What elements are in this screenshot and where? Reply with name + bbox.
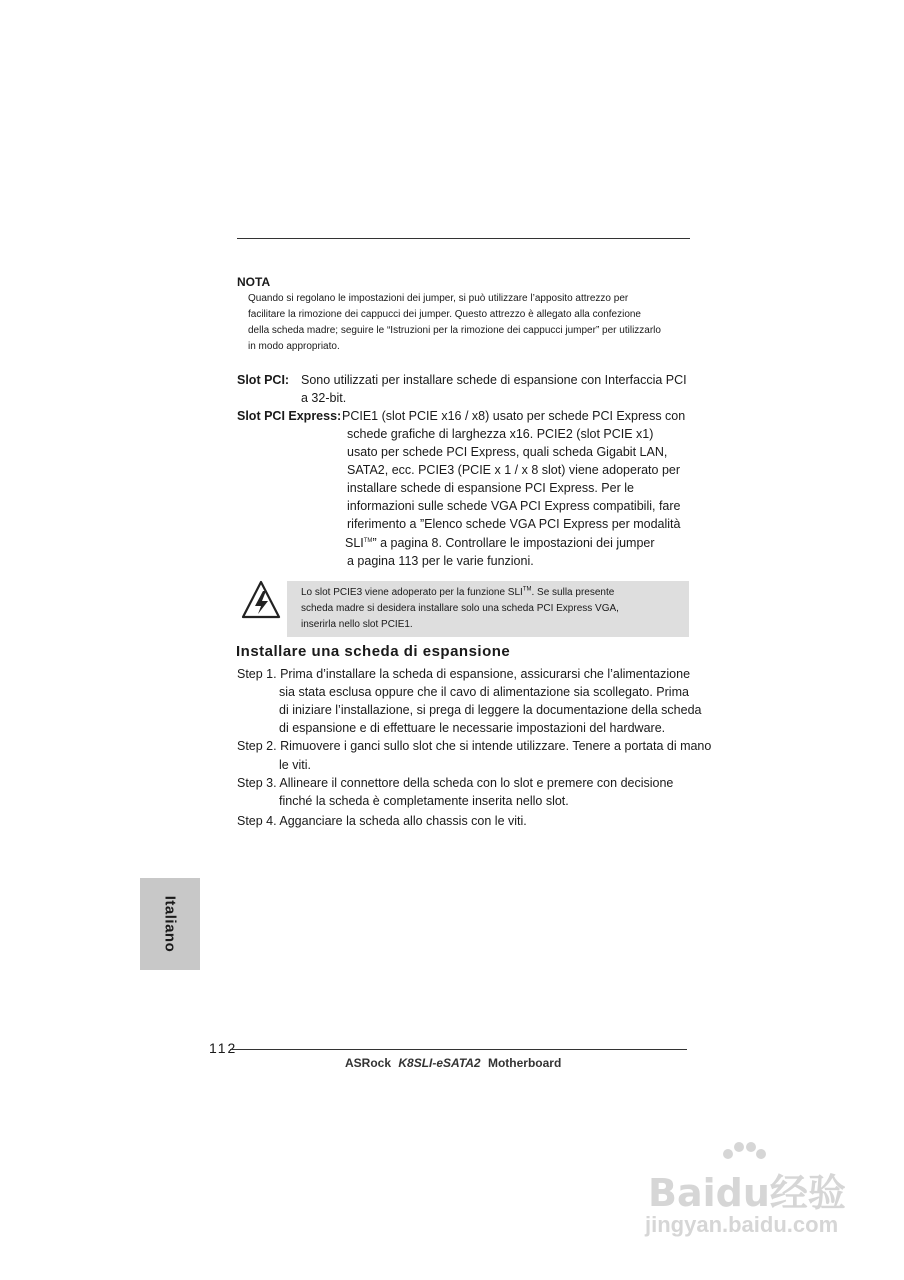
step-line: di iniziare l’installazione, si prega di leggere la documentazione della scheda <box>279 703 702 717</box>
slot-pcie-text: SATA2, ecc. PCIE3 (PCIE x 1 / x 8 slot) viene adoperato per <box>347 463 681 477</box>
section-title: Installare una scheda di espansione <box>236 643 511 660</box>
step-line: Step 3. Allineare il connettore della scheda con lo slot e premere con decisione <box>237 776 674 790</box>
nota-line: in modo appropriato. <box>248 341 340 352</box>
footer-product: Motherboard <box>487 1056 562 1070</box>
slot-pcie-text: PCIE1 (slot PCIE x16 / x8) usato per schede PCI Express con <box>342 409 686 423</box>
slot-pcie-label: Slot PCI Express: <box>237 409 342 423</box>
nota-line: Quando si regolano le impostazioni dei jumper, si può utilizzare l’apposito attrezzo per <box>248 293 629 304</box>
nota-line: della scheda madre; seguire le “Istruzioni per la rimozione dei cappucci jumper” per utilizzarlo <box>248 325 661 336</box>
step-line: finché la scheda è completamente inserita nello slot. <box>279 794 569 808</box>
slot-pcie-text: SLI™” a pagina 8. Controllare le impostazioni dei jumper <box>345 536 655 550</box>
nota-title: NOTA <box>237 275 271 289</box>
slot-pcie-text: installare schede di espansione PCI Express. Per le <box>347 481 634 495</box>
slot-pci-label: Slot PCI: <box>237 373 290 387</box>
step-line: Step 2. Rimuovere i ganci sullo slot che si intende utilizzare. Tenere a portata di mano <box>237 739 712 753</box>
slot-pcie-text: schede grafiche di larghezza x16. PCIE2 (slot PCIE x1) <box>347 427 654 441</box>
paw-icon <box>718 1140 768 1168</box>
step-line: di espansione e di effettuare le necessarie impostazioni del hardware. <box>279 721 666 735</box>
footer <box>345 1056 561 1070</box>
watermark-url: jingyan.baidu.com <box>645 1212 839 1237</box>
note-line: scheda madre si desidera installare solo una scheda PCI Express VGA, <box>301 603 619 614</box>
note-line: inserirla nello slot PCIE1. <box>301 619 413 630</box>
slot-pcie-text: a pagina 113 per le varie funzioni. <box>347 554 534 568</box>
step-line: sia stata esclusa oppure che il cavo di alimentazione sia scollegato. Prima <box>279 685 689 699</box>
step-line: Step 4. Agganciare la scheda allo chassis con le viti. <box>237 814 527 828</box>
slot-pcie-text: usato per schede PCI Express, quali scheda Gigabit LAN, <box>347 445 668 459</box>
top-divider <box>237 238 690 239</box>
trademark-sup: TM <box>363 537 373 544</box>
nota-line: facilitare la rimozione dei cappucci dei jumper. Questo attrezzo è allegato alla confezione <box>248 309 641 320</box>
watermark-logo: Baidu经验 <box>648 1171 846 1215</box>
language-tab-label: Italiano <box>161 895 179 953</box>
slot-pcie-text: riferimento a ”Elenco schede VGA PCI Express per modalità <box>347 517 681 531</box>
footer-model: K8SLI-eSATA2 <box>398 1056 481 1070</box>
footer-divider <box>230 1049 687 1050</box>
page-number: 112 <box>209 1040 238 1056</box>
slot-pcie-text: informazioni sulle schede VGA PCI Express compatibili, fare <box>347 499 681 513</box>
slot-pci-text: a 32-bit. <box>301 391 347 405</box>
footer-brand: ASRock <box>345 1056 392 1070</box>
step-line: Step 1. Prima d’installare la scheda di espansione, assicurarsi che l’alimentazione <box>237 667 691 681</box>
warning-icon <box>240 579 282 621</box>
trademark-sup: TM <box>522 586 532 593</box>
slot-pci-text: Sono utilizzati per installare schede di espansione con Interfaccia PCI <box>301 373 687 387</box>
note-line: Lo slot PCIE3 viene adoperato per la funzione SLI™. Se sulla presente <box>301 586 615 598</box>
step-line: le viti. <box>279 758 311 772</box>
